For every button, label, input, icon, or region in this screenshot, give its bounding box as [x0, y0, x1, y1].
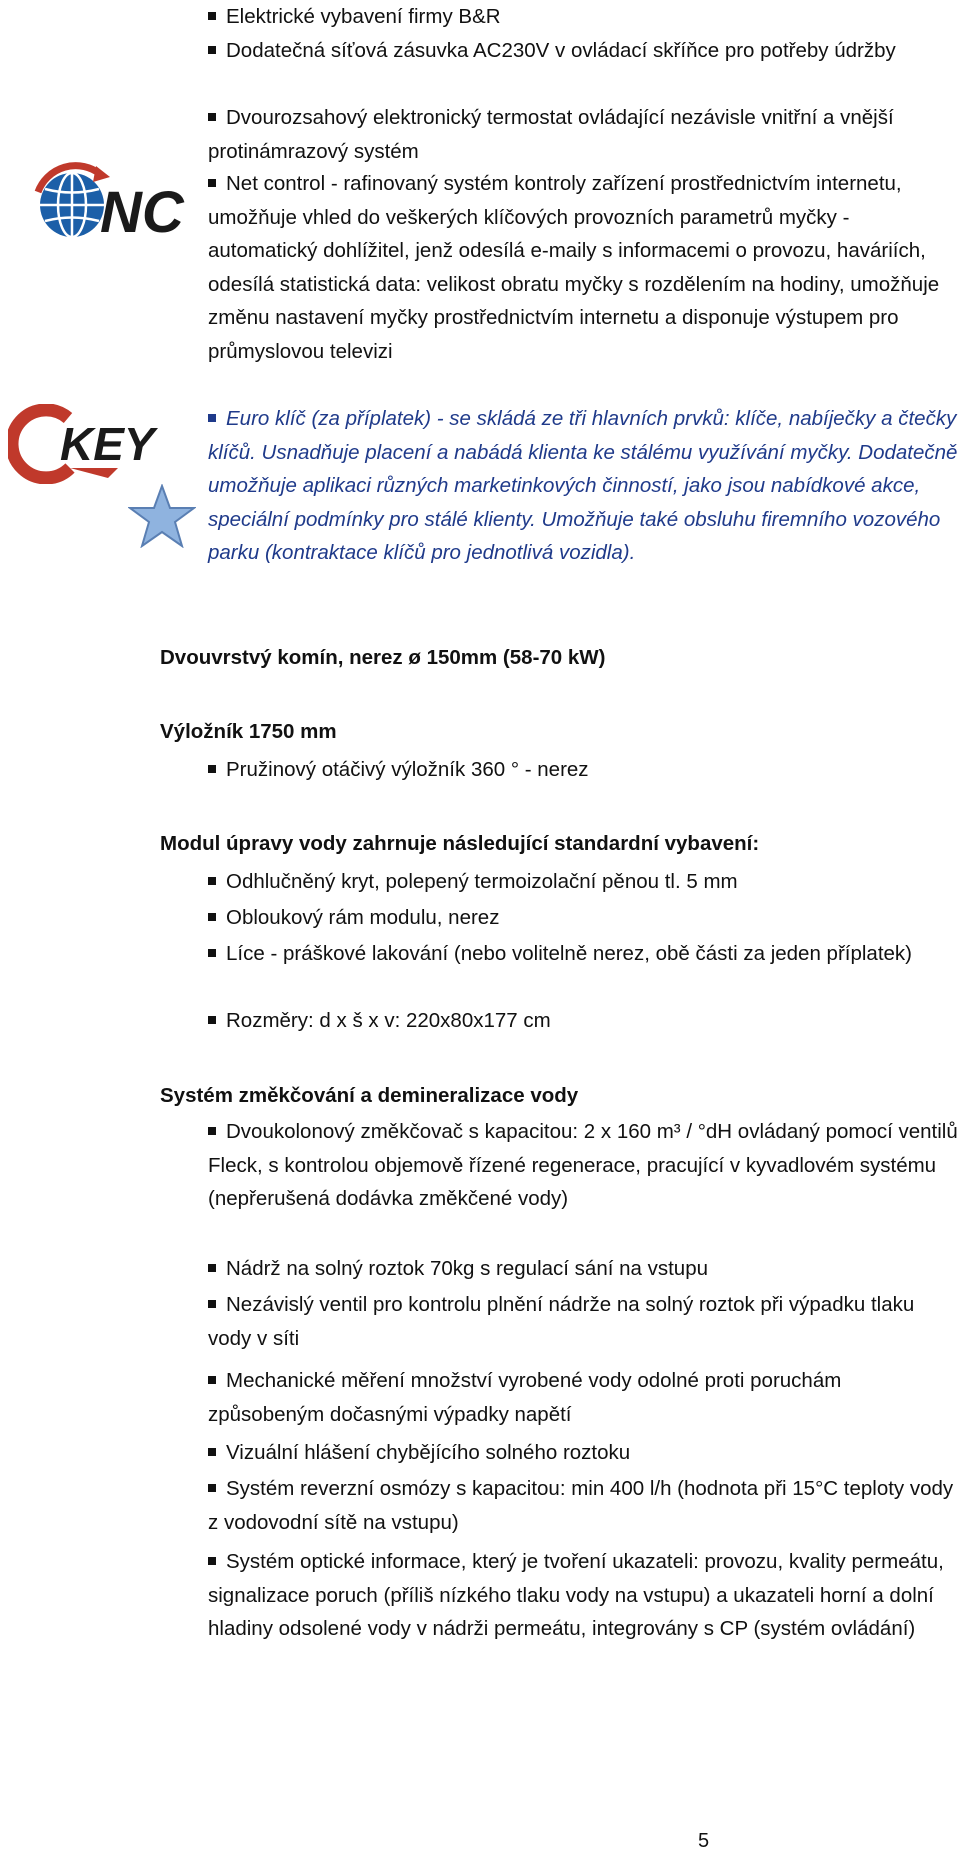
- list-item: Mechanické měření množství vyrobené vody odolné proti poruchám způsobeným dočasnými výpadky napětí: [208, 1369, 842, 1426]
- list-item: Dvourozsahový elektronický termostat ovládající nezávisle vnitřní a vnější protinámrazový systém: [208, 106, 894, 163]
- list-item: Obloukový rám modulu, nerez: [208, 901, 958, 935]
- bullet-icon: [208, 179, 216, 187]
- nc-logo: [30, 162, 195, 248]
- section-heading-boom: Výložník 1750 mm: [160, 720, 337, 743]
- list-item: Líce - práškové lakování (nebo volitelně nerez, obě části za jeden příplatek): [208, 937, 958, 971]
- list-item: Nádrž na solný roztok 70kg s regulací sání na vstupu: [208, 1252, 958, 1286]
- list-item: Pružinový otáčivý výložník 360 ° - nerez: [208, 753, 958, 787]
- page-number: 5: [698, 1830, 710, 1852]
- section-heading-water-module: Modul úpravy vody zahrnuje následující standardní vybavení:: [160, 832, 760, 855]
- svg-text:KEY: KEY: [60, 418, 155, 470]
- list-item: Dodatečná síťová zásuvka AC230V v ovládací skříňce pro potřeby údržby: [208, 34, 958, 68]
- bullet-icon: [208, 1016, 216, 1024]
- bullet-icon: [208, 46, 216, 54]
- list-item-euro-key: Euro klíč (za příplatek) - se skládá ze tři hlavních prvků: klíče, nabíječky a čtečky klíčů. Usnadňuje placení a nabádá klienta ke stálému využívání myčky. Dodatečně umožňuje aplikaci různých marketinkových činností, jako jsou nabídkové akce, speciální podmínky pro stálé klienty. Umožňuje také obsluhu firemního vozového parku (kontraktace klíčů pro jednotlivá vozidla).: [208, 407, 958, 564]
- list-item-net-control: Net control - rafinovaný systém kontroly zařízení prostřednictvím internetu, umožňuje vhled do veškerých klíčových provozních parametrů myčky - automatický dohlížitel, jenž odesílá e-maily s informacemi o provozu, haváriích, odesílá statistická data: velikost obratu myčky s rozdělením na hodiny, umožňuje změnu nastavení myčky prostřednictvím internetu a disponuje výstupem pro průmyslovou televizi: [208, 172, 940, 363]
- list-item: Dvoukolonový změkčovač s kapacitou: 2 x 160 m³ / °dH ovládaný pomocí ventilů Fleck, s kontrolou objemově řízené regenerace, pracující v kyvadlovém systému (nepřerušená dodávka změkčené vody): [208, 1120, 958, 1210]
- section-heading-softening: Systém změkčování a demineralizace vody: [160, 1084, 579, 1107]
- bullet-icon: [208, 113, 216, 121]
- bullet-icon: [208, 765, 216, 773]
- bullet-icon: [208, 414, 216, 422]
- bullet-icon: [208, 1557, 216, 1565]
- bullet-icon: [208, 913, 216, 921]
- key-logo: [8, 404, 198, 484]
- bullet-icon: [208, 1264, 216, 1272]
- bullet-icon: [208, 877, 216, 885]
- list-item: Nezávislý ventil pro kontrolu plnění nádrže na solný roztok při výpadku tlaku vody v síti: [208, 1293, 915, 1350]
- bullet-icon: [208, 1127, 216, 1135]
- star-icon: [128, 484, 196, 548]
- section-heading-chimney: Dvouvrstvý komín, nerez ø 150mm (58-70 kW): [160, 646, 606, 669]
- svg-text:NC: NC: [100, 180, 184, 245]
- bullet-icon: [208, 12, 216, 20]
- list-item: Vizuální hlášení chybějícího solného roztoku: [208, 1436, 958, 1470]
- list-item: Elektrické vybavení firmy B&R: [208, 0, 958, 34]
- bullet-icon: [208, 1376, 216, 1384]
- list-item: Systém reverzní osmózy s kapacitou: min 400 l/h (hodnota při 15°C teploty vody z vodovodní sítě na vstupu): [208, 1477, 954, 1534]
- bullet-icon: [208, 1484, 216, 1492]
- list-item: Systém optické informace, který je tvoření ukazateli: provozu, kvality permeátu, signalizace poruch (příliš nízkého tlaku vody na vstupu) a ukazateli horní a dolní hladiny odsolené vody v nádrži permeátu, integrovány s CP (systém ovládání): [208, 1550, 944, 1640]
- bullet-icon: [208, 1448, 216, 1456]
- bullet-icon: [208, 949, 216, 957]
- list-item: Odhlučněný kryt, polepený termoizolační pěnou tl. 5 mm: [208, 865, 958, 899]
- list-item: Rozměry: d x š x v: 220x80x177 cm: [208, 1004, 958, 1038]
- bullet-icon: [208, 1300, 216, 1308]
